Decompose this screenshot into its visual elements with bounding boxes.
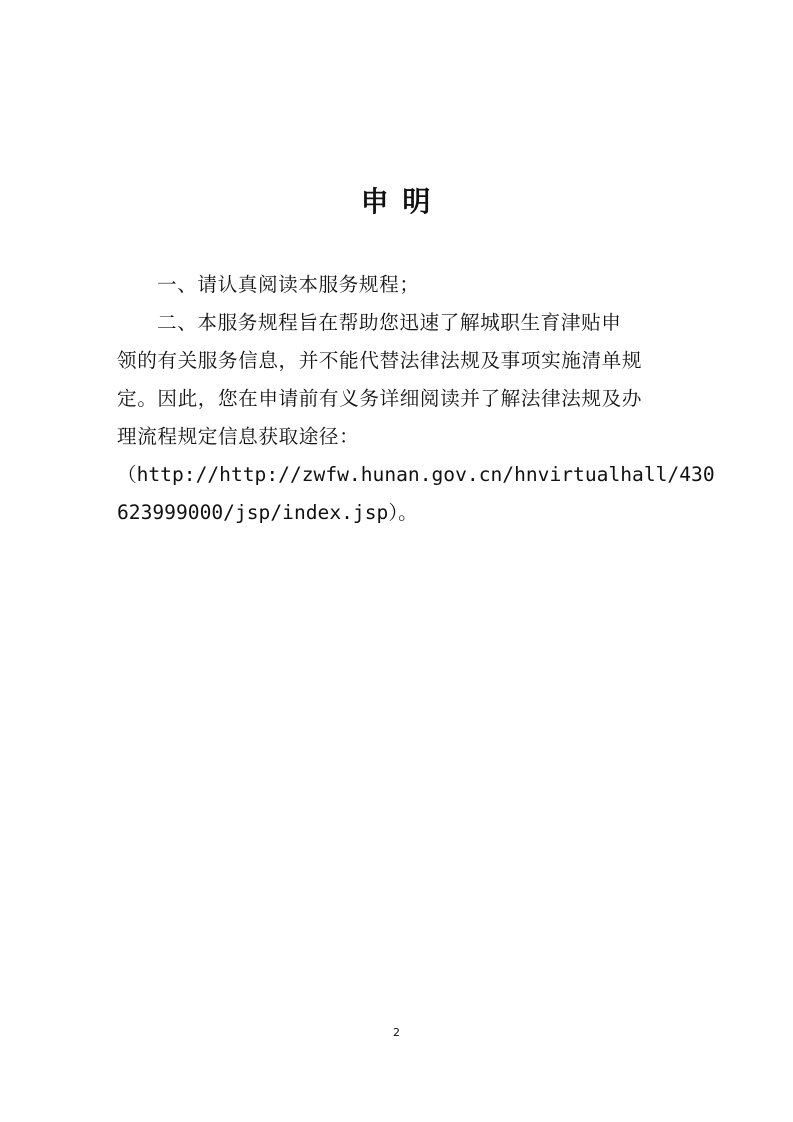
page-title: 申 明 <box>360 185 433 218</box>
paragraph-line-4: 定。因此，您在申请前有义务详细阅读并了解法律法规及办 <box>117 387 643 410</box>
paragraph-line-2: 二、本服务规程旨在帮助您迅速了解城职生育津贴申 <box>157 311 622 334</box>
paragraph-line-3: 领的有关服务信息，并不能代替法律法规及事项实施清单规 <box>117 349 643 372</box>
url-line-2: 623999000/jsp/index.jsp）。 <box>117 501 418 524</box>
paragraph-line-1: 一、请认真阅读本服务规程； <box>157 273 420 296</box>
document-body <box>117 266 715 532</box>
page-number: 2 <box>393 1026 400 1039</box>
url-line-1: （http://http://zwfw.hunan.gov.cn/hnvirtualhall/430 <box>117 463 715 486</box>
paragraph-line-5: 理流程规定信息获取途径： <box>117 425 360 448</box>
